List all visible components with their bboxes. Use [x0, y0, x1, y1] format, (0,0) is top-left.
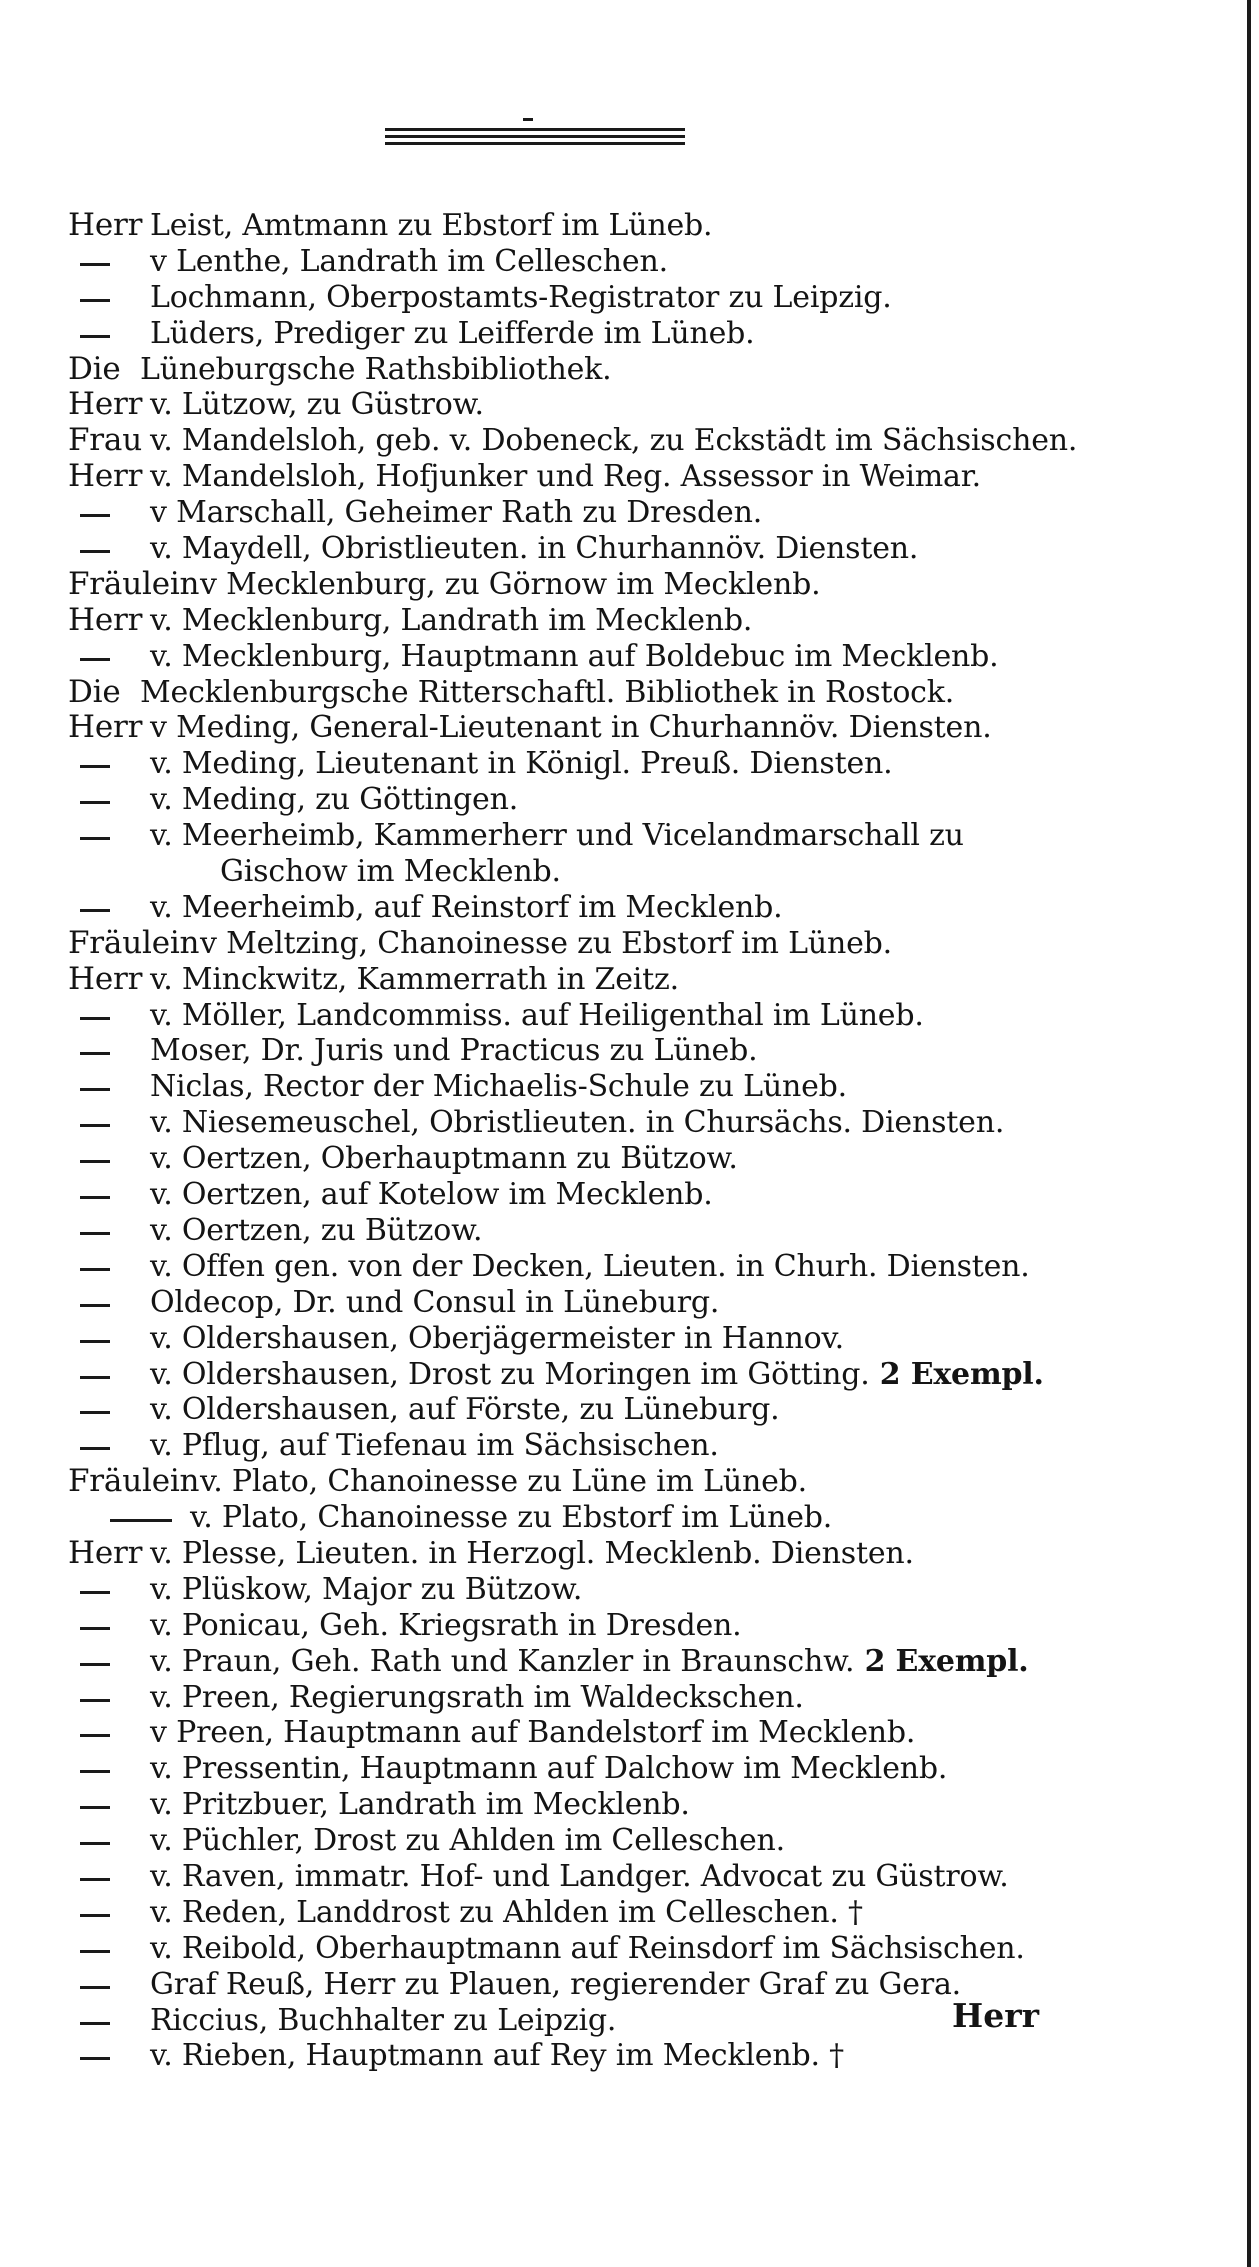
list-item [0, 603, 1110, 639]
list-item [0, 746, 1110, 782]
ditto-dash [80, 1986, 110, 1989]
entry-text: v. Raven, immatr. Hof- und Landger. Advocat zu Güstrow. [150, 1858, 1009, 1894]
list-item [0, 926, 1110, 962]
list-item [0, 316, 1110, 352]
entry-text: v. Lützow, zu Güstrow. [150, 387, 484, 423]
ditto-dash [80, 1340, 110, 1343]
list-item [0, 2003, 1110, 2039]
list-item [0, 423, 1110, 459]
list-item [0, 1177, 1110, 1213]
list-item [0, 1105, 1110, 1141]
entry-prefix: Herr [68, 458, 143, 495]
ornament-line [385, 135, 685, 138]
ditto-dash [80, 2022, 110, 2025]
ditto-dash [80, 1196, 110, 1199]
entry-text: v. Maydell, Obristlieuten. in Churhannöv. Diensten. [150, 531, 919, 567]
ditto-dash [80, 765, 110, 768]
entry-text: v. Offen gen. von der Decken, Lieuten. in Churh. Diensten. [150, 1248, 1030, 1284]
list-item [0, 1787, 1110, 1823]
list-item [0, 854, 1110, 890]
list-item [0, 352, 1110, 388]
subscriber-list [0, 208, 1110, 2074]
list-item [0, 244, 1110, 280]
list-item [0, 1285, 1110, 1321]
entry-prefix: Fräulein [68, 565, 200, 602]
ditto-dash [80, 1052, 110, 1055]
entry-text: v. Oldershausen, auf Förste, zu Lüneburg. [150, 1392, 780, 1428]
list-item [0, 1428, 1110, 1464]
entry-text: v Meltzing, Chanoinesse zu Ebstorf im Lüneb. [200, 925, 892, 961]
ditto-dash [110, 1519, 172, 1522]
entry-text: Lüneburgsche Rathsbibliothek. [140, 351, 612, 387]
entry-text: v. Rieben, Hauptmann auf Rey im Mecklenb. † [150, 2038, 844, 2074]
list-item [0, 459, 1110, 495]
entry-text: v. Mandelsloh, Hofjunker und Reg. Assessor in Weimar. [150, 459, 981, 495]
entry-text: v. Mecklenburg, Landrath im Mecklenb. [150, 602, 753, 638]
ditto-dash [80, 335, 110, 338]
ditto-dash [80, 801, 110, 804]
ditto-dash [80, 1770, 110, 1773]
ditto-dash [80, 1017, 110, 1020]
list-item [0, 531, 1110, 567]
list-item [0, 1751, 1110, 1787]
entry-text: v. Plüskow, Major zu Bützow. [150, 1571, 583, 1607]
page-edge [1247, 0, 1251, 2267]
entry-text: Leist, Amtmann zu Ebstorf im Lüneb. [150, 208, 713, 243]
entry-text: v. Mandelsloh, geb. v. Dobeneck, zu Eckstädt im Sächsischen. [150, 423, 1078, 459]
list-item [0, 1608, 1110, 1644]
entry-text: Gischow im Mecklenb. [220, 854, 561, 890]
ditto-dash [80, 1950, 110, 1953]
entry-prefix: Fräulein [68, 924, 200, 961]
ditto-dash [80, 1914, 110, 1917]
entry-text: v. Pflug, auf Tiefenau im Sächsischen. [150, 1428, 719, 1464]
ditto-dash [80, 1088, 110, 1091]
entry-text: v. Meerheimb, Kammerherr und Vicelandmarschall zu [150, 818, 964, 854]
entry-text: v. Oertzen, auf Kotelow im Mecklenb. [150, 1177, 713, 1213]
ditto-dash [80, 1232, 110, 1235]
list-item [0, 1069, 1110, 1105]
entry-text: v. Praun, Geh. Rath und Kanzler in Braunschw. 2 Exempl. [150, 1643, 1029, 1679]
list-item [0, 675, 1110, 711]
entry-text: v. Meding, Lieutenant in Königl. Preuß. Diensten. [150, 746, 893, 782]
list-item [0, 387, 1110, 423]
ditto-dash [80, 1160, 110, 1163]
entry-text: v. Reden, Landdrost zu Ahlden im Celleschen. † [150, 1894, 863, 1930]
list-item [0, 1500, 1110, 1536]
entry-text: v. Ponicau, Geh. Kriegsrath in Dresden. [150, 1607, 742, 1643]
ornament-mark [523, 118, 533, 121]
ditto-dash [80, 1627, 110, 1630]
entry-text: v. Preen, Regierungsrath im Waldeckschen. [150, 1679, 804, 1715]
entry-text: v. Pressentin, Hauptmann auf Dalchow im Mecklenb. [150, 1751, 948, 1787]
entry-prefix: Die [68, 673, 121, 710]
list-item [0, 890, 1110, 926]
entry-text: Mecklenburgsche Ritterschaftl. Bibliothek in Rostock. [140, 674, 955, 710]
ditto-dash [80, 1411, 110, 1414]
entry-text: Riccius, Buchhalter zu Leipzig. [150, 2002, 617, 2038]
entry-text: Niclas, Rector der Michaelis-Schule zu Lüneb. [150, 1069, 847, 1105]
entry-text: v. Meding, zu Göttingen. [150, 782, 519, 818]
ditto-dash [80, 837, 110, 840]
entry-text: v. Oldershausen, Drost zu Moringen im Götting. 2 Exempl. [150, 1356, 1044, 1392]
ditto-dash [80, 1591, 110, 1594]
list-item [0, 567, 1110, 603]
list-item [0, 1249, 1110, 1285]
list-item [0, 495, 1110, 531]
list-item [0, 1464, 1110, 1500]
ditto-dash [80, 514, 110, 517]
list-item [0, 1392, 1110, 1428]
list-item [0, 280, 1110, 316]
entry-prefix: Herr [68, 960, 143, 997]
list-item [0, 1357, 1110, 1393]
list-item [0, 1033, 1110, 1069]
entry-text: v. Püchler, Drost zu Ahlden im Celleschen. [150, 1823, 786, 1859]
list-item [0, 782, 1110, 818]
entry-text: v. Pritzbuer, Landrath im Mecklenb. [150, 1787, 690, 1823]
ditto-dash [80, 263, 110, 266]
entry-text: v. Oertzen, zu Bützow. [150, 1212, 483, 1248]
entry-prefix: Fräulein [68, 1463, 200, 1500]
entry-prefix: Die [68, 350, 121, 387]
entry-text: v Meding, General-Lieutenant in Churhannöv. Diensten. [150, 710, 992, 746]
list-item [0, 710, 1110, 746]
entry-text: v. Plato, Chanoinesse zu Ebstorf im Lüneb. [190, 1500, 833, 1536]
ditto-dash [80, 658, 110, 661]
ditto-dash [80, 1842, 110, 1845]
list-item [0, 1644, 1110, 1680]
catchword: Herr [952, 1996, 1039, 2035]
entry-text: Lüders, Prediger zu Leifferde im Lüneb. [150, 315, 755, 351]
ditto-dash [80, 1447, 110, 1450]
list-item [0, 639, 1110, 675]
entry-text: v Mecklenburg, zu Görnow im Mecklenb. [200, 566, 821, 602]
copies-note: 2 Exempl. [854, 1643, 1029, 1679]
entry-text: v. Plesse, Lieuten. in Herzogl. Mecklenb. Diensten. [150, 1535, 914, 1571]
list-item [0, 1536, 1110, 1572]
list-item [0, 1931, 1110, 1967]
ditto-dash [80, 909, 110, 912]
entry-text: v. Reibold, Oberhauptmann auf Reinsdorf im Sächsischen. [150, 1930, 1025, 1966]
entry-text: v. Meerheimb, auf Reinstorf im Mecklenb. [150, 889, 783, 925]
ditto-dash [80, 1663, 110, 1666]
entry-prefix: Herr [68, 386, 143, 423]
ditto-dash [80, 2057, 110, 2060]
entry-text: Moser, Dr. Juris und Practicus zu Lüneb. [150, 1033, 758, 1069]
entry-text: v Marschall, Geheimer Rath zu Dresden. [150, 495, 763, 531]
entry-prefix: Frau [68, 422, 142, 459]
list-item [0, 1859, 1110, 1895]
list-item [0, 1895, 1110, 1931]
list-item [0, 818, 1110, 854]
header-ornament-rule [385, 118, 685, 148]
list-item [0, 208, 1110, 244]
entry-text: v Lenthe, Landrath im Celleschen. [150, 243, 668, 279]
entry-text: v. Möller, Landcommiss. auf Heiligenthal im Lüneb. [150, 997, 924, 1033]
list-item [0, 1823, 1110, 1859]
list-item [0, 1213, 1110, 1249]
list-item [0, 998, 1110, 1034]
copies-note: 2 Exempl. [869, 1356, 1044, 1392]
list-item [0, 1715, 1110, 1751]
entry-text: Lochmann, Oberpostamts-Registrator zu Leipzig. [150, 279, 892, 315]
ditto-dash [80, 1268, 110, 1271]
ditto-dash [80, 1878, 110, 1881]
entry-prefix: Herr [68, 1534, 143, 1571]
entry-text: Oldecop, Dr. und Consul in Lüneburg. [150, 1284, 720, 1320]
entry-text: v. Mecklenburg, Hauptmann auf Boldebuc im Mecklenb. [150, 638, 999, 674]
list-item [0, 1967, 1110, 2003]
entry-prefix: Herr [68, 709, 143, 746]
ditto-dash [80, 1304, 110, 1307]
ditto-dash [80, 1376, 110, 1379]
list-item [0, 1321, 1110, 1357]
list-item [0, 1141, 1110, 1177]
ditto-dash [80, 1734, 110, 1737]
ditto-dash [80, 1124, 110, 1127]
entry-prefix: Herr [68, 207, 143, 243]
ornament-line [385, 142, 685, 145]
list-item [0, 1572, 1110, 1608]
entry-text: v Preen, Hauptmann auf Bandelstorf im Mecklenb. [150, 1715, 916, 1751]
ditto-dash [80, 299, 110, 302]
entry-text: v. Niesemeuschel, Obristlieuten. in Chursächs. Diensten. [150, 1105, 1005, 1141]
entry-text: v. Minckwitz, Kammerrath in Zeitz. [150, 961, 679, 997]
entry-text: v. Oertzen, Oberhauptmann zu Bützow. [150, 1141, 738, 1177]
ditto-dash [80, 1806, 110, 1809]
entry-prefix: Herr [68, 601, 143, 638]
list-item [0, 1680, 1110, 1716]
entry-text: v. Plato, Chanoinesse zu Lüne im Lüneb. [200, 1464, 807, 1500]
ornament-line [385, 128, 685, 131]
list-item [0, 2038, 1110, 2074]
ditto-dash [80, 1699, 110, 1702]
entry-text: Graf Reuß, Herr zu Plauen, regierender Graf zu Gera. [150, 1966, 962, 2002]
entry-text: v. Oldershausen, Oberjägermeister in Hannov. [150, 1320, 845, 1356]
list-item [0, 962, 1110, 998]
ditto-dash [80, 550, 110, 553]
